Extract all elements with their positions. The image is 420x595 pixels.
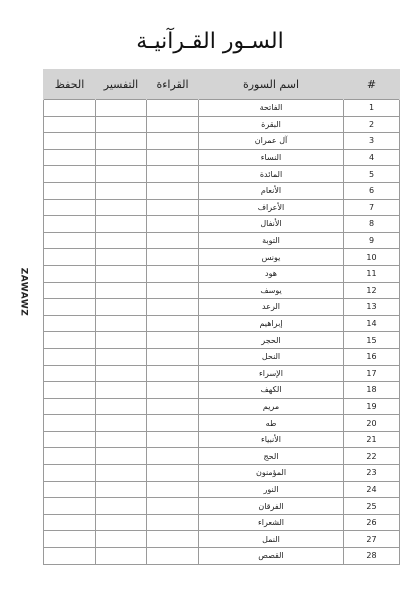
header-memorize: الحفظ xyxy=(44,69,96,100)
surah-name-cell: الرعد xyxy=(199,299,344,316)
table-row xyxy=(44,498,400,515)
table-row xyxy=(44,299,400,316)
reading-checkbox-cell[interactable] xyxy=(147,216,199,233)
reading-checkbox-cell[interactable] xyxy=(147,249,199,266)
tafsir-checkbox-cell[interactable] xyxy=(96,216,147,233)
surah-name-cell: البقرة xyxy=(199,116,344,133)
memorize-checkbox-cell[interactable] xyxy=(44,282,96,299)
reading-checkbox-cell[interactable] xyxy=(147,498,199,515)
reading-checkbox-cell[interactable] xyxy=(147,182,199,199)
surah-number-cell: 20 xyxy=(344,415,400,432)
table-row xyxy=(44,431,400,448)
tafsir-checkbox-cell[interactable] xyxy=(96,182,147,199)
reading-checkbox-cell[interactable] xyxy=(147,166,199,183)
tafsir-checkbox-cell[interactable] xyxy=(96,548,147,565)
surah-number-cell: 16 xyxy=(344,348,400,365)
table-row xyxy=(44,265,400,282)
table-row xyxy=(44,133,400,150)
surah-name-cell: الأعراف xyxy=(199,199,344,216)
reading-checkbox-cell[interactable] xyxy=(147,398,199,415)
surah-number-cell: 14 xyxy=(344,315,400,332)
reading-checkbox-cell[interactable] xyxy=(147,431,199,448)
surah-number-cell: 26 xyxy=(344,514,400,531)
brand-watermark xyxy=(9,267,37,317)
surah-number-cell: 18 xyxy=(344,382,400,399)
memorize-checkbox-cell[interactable] xyxy=(44,133,96,150)
surah-number-cell: 24 xyxy=(344,481,400,498)
surah-name-cell: الفاتحة xyxy=(199,100,344,117)
brand-watermark-text: ZAWAWZ xyxy=(18,267,28,317)
tafsir-checkbox-cell[interactable] xyxy=(96,100,147,117)
tafsir-checkbox-cell[interactable] xyxy=(96,315,147,332)
table-row xyxy=(44,149,400,166)
tafsir-checkbox-cell[interactable] xyxy=(96,431,147,448)
reading-checkbox-cell[interactable] xyxy=(147,465,199,482)
memorize-checkbox-cell[interactable] xyxy=(44,531,96,548)
reading-checkbox-cell[interactable] xyxy=(147,199,199,216)
surah-tracker-table xyxy=(43,69,400,565)
tafsir-checkbox-cell[interactable] xyxy=(96,531,147,548)
memorize-checkbox-cell[interactable] xyxy=(44,415,96,432)
tafsir-checkbox-cell[interactable] xyxy=(96,133,147,150)
surah-number-cell: 4 xyxy=(344,149,400,166)
surah-name-cell: الإسراء xyxy=(199,365,344,382)
table-row xyxy=(44,415,400,432)
page-title: السـور القـرآنيـة xyxy=(136,29,284,54)
surah-number-cell: 7 xyxy=(344,199,400,216)
memorize-checkbox-cell[interactable] xyxy=(44,182,96,199)
surah-name-cell: آل عمران xyxy=(199,133,344,150)
memorize-checkbox-cell[interactable] xyxy=(44,149,96,166)
surah-number-cell: 3 xyxy=(344,133,400,150)
table-row xyxy=(44,249,400,266)
surah-name-cell: الشعراء xyxy=(199,514,344,531)
memorize-checkbox-cell[interactable] xyxy=(44,448,96,465)
table-row xyxy=(44,548,400,565)
reading-checkbox-cell[interactable] xyxy=(147,133,199,150)
surah-name-cell: الفرقان xyxy=(199,498,344,515)
surah-name-cell: مريم xyxy=(199,398,344,415)
surah-number-cell: 12 xyxy=(344,282,400,299)
memorize-checkbox-cell[interactable] xyxy=(44,548,96,565)
surah-number-cell: 17 xyxy=(344,365,400,382)
tafsir-checkbox-cell[interactable] xyxy=(96,382,147,399)
reading-checkbox-cell[interactable] xyxy=(147,299,199,316)
table-row xyxy=(44,232,400,249)
surah-number-cell: 1 xyxy=(344,100,400,117)
reading-checkbox-cell[interactable] xyxy=(147,448,199,465)
memorize-checkbox-cell[interactable] xyxy=(44,498,96,515)
surah-number-cell: 19 xyxy=(344,398,400,415)
memorize-checkbox-cell[interactable] xyxy=(44,232,96,249)
reading-checkbox-cell[interactable] xyxy=(147,382,199,399)
reading-checkbox-cell[interactable] xyxy=(147,481,199,498)
surah-number-cell: 23 xyxy=(344,465,400,482)
tafsir-checkbox-cell[interactable] xyxy=(96,398,147,415)
surah-number-cell: 21 xyxy=(344,431,400,448)
memorize-checkbox-cell[interactable] xyxy=(44,299,96,316)
reading-checkbox-cell[interactable] xyxy=(147,100,199,117)
memorize-checkbox-cell[interactable] xyxy=(44,249,96,266)
surah-number-cell: 25 xyxy=(344,498,400,515)
surah-name-cell: طه xyxy=(199,415,344,432)
surah-name-cell: الأنفال xyxy=(199,216,344,233)
reading-checkbox-cell[interactable] xyxy=(147,332,199,349)
reading-checkbox-cell[interactable] xyxy=(147,232,199,249)
tafsir-checkbox-cell[interactable] xyxy=(96,348,147,365)
tafsir-checkbox-cell[interactable] xyxy=(96,465,147,482)
reading-checkbox-cell[interactable] xyxy=(147,282,199,299)
tafsir-checkbox-cell[interactable] xyxy=(96,498,147,515)
tafsir-checkbox-cell[interactable] xyxy=(96,116,147,133)
memorize-checkbox-cell[interactable] xyxy=(44,348,96,365)
tafsir-checkbox-cell[interactable] xyxy=(96,448,147,465)
surah-number-cell: 22 xyxy=(344,448,400,465)
memorize-checkbox-cell[interactable] xyxy=(44,216,96,233)
memorize-checkbox-cell[interactable] xyxy=(44,382,96,399)
memorize-checkbox-cell[interactable] xyxy=(44,431,96,448)
surah-name-cell: النساء xyxy=(199,149,344,166)
table-row xyxy=(44,100,400,117)
table-row xyxy=(44,182,400,199)
surah-number-cell: 27 xyxy=(344,531,400,548)
reading-checkbox-cell[interactable] xyxy=(147,348,199,365)
memorize-checkbox-cell[interactable] xyxy=(44,398,96,415)
table-row xyxy=(44,398,400,415)
surah-name-cell: المؤمنون xyxy=(199,465,344,482)
surah-number-cell: 5 xyxy=(344,166,400,183)
surah-name-cell: القصص xyxy=(199,548,344,565)
table-row xyxy=(44,382,400,399)
surah-name-cell: الحجر xyxy=(199,332,344,349)
memorize-checkbox-cell[interactable] xyxy=(44,265,96,282)
memorize-checkbox-cell[interactable] xyxy=(44,116,96,133)
memorize-checkbox-cell[interactable] xyxy=(44,100,96,117)
tafsir-checkbox-cell[interactable] xyxy=(96,514,147,531)
surah-number-cell: 10 xyxy=(344,249,400,266)
reading-checkbox-cell[interactable] xyxy=(147,365,199,382)
header-number: # xyxy=(344,69,400,100)
reading-checkbox-cell[interactable] xyxy=(147,531,199,548)
surah-name-cell: التوبة xyxy=(199,232,344,249)
surah-name-cell: الكهف xyxy=(199,382,344,399)
surah-number-cell: 8 xyxy=(344,216,400,233)
surah-name-cell: المائدة xyxy=(199,166,344,183)
memorize-checkbox-cell[interactable] xyxy=(44,365,96,382)
surah-name-cell: الأنبياء xyxy=(199,431,344,448)
surah-number-cell: 6 xyxy=(344,182,400,199)
tafsir-checkbox-cell[interactable] xyxy=(96,299,147,316)
table-row xyxy=(44,348,400,365)
reading-checkbox-cell[interactable] xyxy=(147,514,199,531)
surah-name-cell: النور xyxy=(199,481,344,498)
tafsir-checkbox-cell[interactable] xyxy=(96,166,147,183)
tafsir-checkbox-cell[interactable] xyxy=(96,481,147,498)
memorize-checkbox-cell[interactable] xyxy=(44,481,96,498)
table-row xyxy=(44,116,400,133)
table-row xyxy=(44,465,400,482)
memorize-checkbox-cell[interactable] xyxy=(44,332,96,349)
surah-name-cell: النحل xyxy=(199,348,344,365)
tafsir-checkbox-cell[interactable] xyxy=(96,282,147,299)
surah-number-cell: 2 xyxy=(344,116,400,133)
table-header-row xyxy=(44,69,400,100)
tafsir-checkbox-cell[interactable] xyxy=(96,415,147,432)
tafsir-checkbox-cell[interactable] xyxy=(96,265,147,282)
table-row xyxy=(44,514,400,531)
reading-checkbox-cell[interactable] xyxy=(147,415,199,432)
surah-name-cell: هود xyxy=(199,265,344,282)
surah-number-cell: 15 xyxy=(344,332,400,349)
surah-name-cell: الحج xyxy=(199,448,344,465)
table-row xyxy=(44,315,400,332)
table-row xyxy=(44,166,400,183)
table-row xyxy=(44,332,400,349)
header-reading: القراءة xyxy=(147,69,199,100)
reading-checkbox-cell[interactable] xyxy=(147,548,199,565)
header-tafsir: التفسير xyxy=(96,69,147,100)
surah-number-cell: 28 xyxy=(344,548,400,565)
tafsir-checkbox-cell[interactable] xyxy=(96,365,147,382)
tafsir-checkbox-cell[interactable] xyxy=(96,232,147,249)
memorize-checkbox-cell[interactable] xyxy=(44,199,96,216)
memorize-checkbox-cell[interactable] xyxy=(44,514,96,531)
surah-name-cell: النمل xyxy=(199,531,344,548)
memorize-checkbox-cell[interactable] xyxy=(44,315,96,332)
surah-name-cell: يونس xyxy=(199,249,344,266)
tafsir-checkbox-cell[interactable] xyxy=(96,249,147,266)
memorize-checkbox-cell[interactable] xyxy=(44,465,96,482)
tafsir-checkbox-cell[interactable] xyxy=(96,332,147,349)
table-row xyxy=(44,448,400,465)
memorize-checkbox-cell[interactable] xyxy=(44,166,96,183)
tafsir-checkbox-cell[interactable] xyxy=(96,149,147,166)
table-row xyxy=(44,365,400,382)
reading-checkbox-cell[interactable] xyxy=(147,149,199,166)
surah-name-cell: إبراهيم xyxy=(199,315,344,332)
surah-number-cell: 9 xyxy=(344,232,400,249)
surah-name-cell: الأنعام xyxy=(199,182,344,199)
table-row xyxy=(44,481,400,498)
reading-checkbox-cell[interactable] xyxy=(147,315,199,332)
surah-number-cell: 13 xyxy=(344,299,400,316)
tafsir-checkbox-cell[interactable] xyxy=(96,199,147,216)
table-row xyxy=(44,282,400,299)
reading-checkbox-cell[interactable] xyxy=(147,116,199,133)
header-surah-name: اسم السورة xyxy=(199,69,344,100)
table-row xyxy=(44,531,400,548)
reading-checkbox-cell[interactable] xyxy=(147,265,199,282)
surah-number-cell: 11 xyxy=(344,265,400,282)
surah-name-cell: يوسف xyxy=(199,282,344,299)
table-row xyxy=(44,199,400,216)
table-row xyxy=(44,216,400,233)
